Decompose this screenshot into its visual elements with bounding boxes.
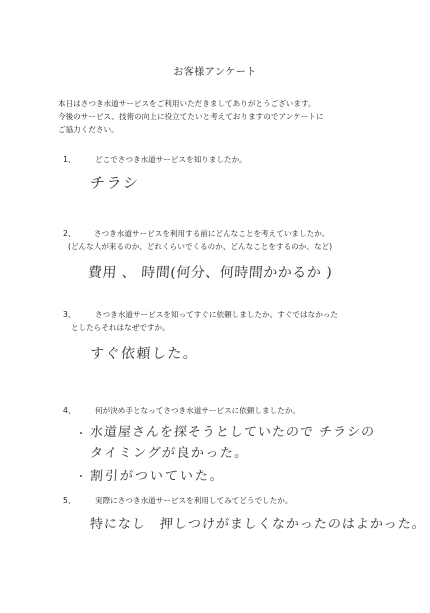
question-text: 何が決め手となってさつき水道サービスに依頼しましたか。 (95, 406, 301, 415)
handwritten-answer-3: すぐ依頼した。 (89, 346, 199, 362)
question-number: 1、 (63, 155, 76, 164)
question-text: さつき水道サービスを利用する前にどんなことを考えていましたか。 (94, 229, 330, 238)
intro-line: ご協力ください。 (58, 125, 119, 134)
handwritten-answer-5: 特になし 押しつけがましくなかったのはよかった。 (89, 517, 427, 532)
intro-line: 今後のサービス、技術の向上に役立てたいと考えておりますのでアンケートに (58, 112, 324, 121)
question-number: 4、 (63, 406, 76, 415)
page-title: お客様アンケート (173, 67, 257, 78)
handwritten-answer-4b: タイミングが良かった。 (89, 446, 250, 461)
question-text: さつき水道サービスを知ってすぐに依頼しましたか。すぐではなかった (95, 310, 338, 319)
bullet-mark: ・ (76, 472, 86, 483)
intro-line: 本日はさつき水道サービスをご利用いただきましてありがとうございます。 (58, 99, 316, 108)
question-text: どこでさつき水道サービスを知りましたか。 (95, 155, 247, 164)
question-text: 実際にさつき水道サービスを利用してみてどうでしたか。 (95, 496, 293, 505)
question-text: (どんな人が来るのか、どれくらいでくるのか、どんなことをするのか、など) (68, 242, 333, 251)
handwritten-answer-4a: 水道屋さんを探そうとしていたので チラシの (89, 425, 376, 440)
question-text: としたらそれはなぜですか。 (71, 323, 170, 332)
question-number: 3、 (63, 310, 76, 319)
bullet-mark: ・ (76, 429, 86, 440)
question-number: 2、 (63, 229, 76, 238)
intro-text (58, 97, 378, 136)
handwritten-answer-2: 費用 、 時間(何分、何時間かかるか ) (87, 265, 333, 281)
question-number: 5、 (63, 496, 76, 505)
handwritten-answer-4c: 割引がついていた。 (89, 469, 226, 484)
handwritten-answer-1: チラシ (89, 174, 141, 192)
